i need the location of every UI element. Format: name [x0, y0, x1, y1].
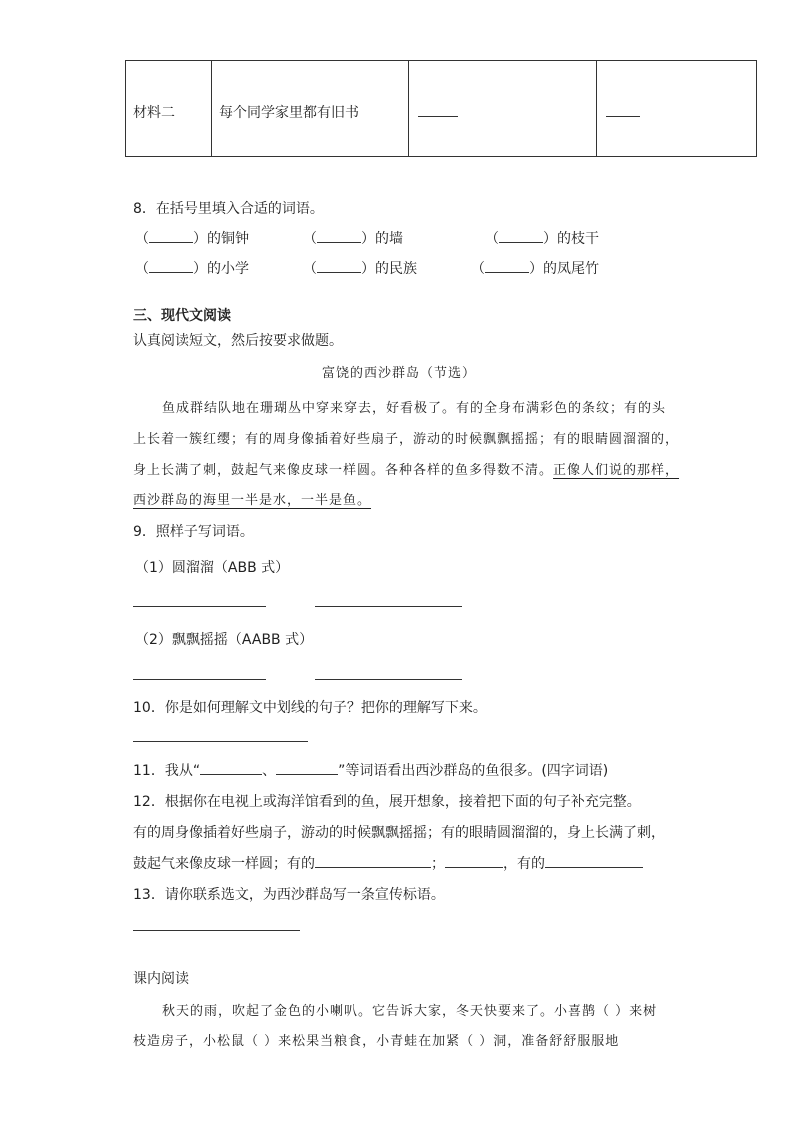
- table-cell-answer-2[interactable]: [597, 61, 758, 156]
- fill-blank[interactable]: [545, 853, 643, 868]
- q13-title: 13．请你联系选文，为西沙群岛写一条宣传标语。: [133, 887, 445, 903]
- q12-line1: 有的周身像插着好些扇子，游动的时候飘飘摇摇；有的眼睛圆溜溜的，身上长满了刺，: [133, 825, 665, 841]
- fill-blank[interactable]: [499, 228, 543, 243]
- fill-blank[interactable]: [317, 258, 361, 273]
- fill-blank[interactable]: [200, 760, 262, 775]
- section-heading: 三、现代文阅读: [133, 308, 231, 324]
- q9-sub1: （1）圆溜溜（ABB 式）: [135, 560, 290, 576]
- answer-line[interactable]: [315, 679, 462, 680]
- underlined-sentence: 正像人们说的那样，: [553, 463, 680, 478]
- answer-line[interactable]: [133, 606, 266, 607]
- passage-line: 鱼成群结队地在珊瑚丛中穿来穿去，好看极了。有的全身布满彩色的条纹；有的头: [162, 401, 667, 416]
- q8-item: （ ）的民族: [303, 258, 417, 278]
- q9-sub2: （2）飘飘摇摇（AABB 式）: [135, 632, 314, 648]
- answer-line[interactable]: [315, 606, 462, 607]
- fill-blank[interactable]: [317, 228, 361, 243]
- passage-title: 富饶的西沙群岛（节选）: [322, 366, 477, 381]
- answer-line[interactable]: [133, 741, 308, 742]
- reading-heading: 课内阅读: [133, 971, 189, 987]
- q8-item: （ ）的小学: [135, 258, 249, 278]
- fill-blank[interactable]: [149, 258, 193, 273]
- answer-blank[interactable]: [418, 116, 458, 117]
- q10-title: 10．你是如何理解文中划线的句子？把你的理解写下来。: [133, 700, 487, 716]
- answer-blank[interactable]: [606, 116, 640, 117]
- q12-title: 12．根据你在电视上或海洋馆看到的鱼，展开想象，接着把下面的句子补充完整。: [133, 794, 641, 810]
- reading-line: 秋天的雨，吹起了金色的小喇叭。它告诉大家，冬天快要来了。小喜鹊（ ）来树: [162, 1004, 658, 1019]
- q8-title: 8．在括号里填入合适的词语。: [133, 201, 324, 217]
- q8-item: （ ）的枝干: [485, 228, 599, 248]
- q8-item: （ ）的凤尾竹: [471, 258, 599, 278]
- q9-title: 9．照样子写词语。: [133, 524, 254, 540]
- q8-item: （ ）的铜钟: [135, 228, 249, 248]
- passage-line-with-underline: 身上长满了刺，鼓起气来像皮球一样圆。各种各样的鱼多得数不清。正像人们说的那样，: [133, 463, 680, 478]
- table-cell-content: [212, 61, 409, 156]
- q12-line2: 鼓起气来像皮球一样圆；有的 ； ，有的: [133, 853, 643, 873]
- table-row-content: 每个同学家里都有旧书: [219, 105, 359, 121]
- material-table: [125, 60, 757, 157]
- q8-item: （ ）的墙: [303, 228, 403, 248]
- fill-blank[interactable]: [149, 228, 193, 243]
- fill-blank[interactable]: [315, 853, 431, 868]
- table-cell-answer-1[interactable]: [409, 61, 597, 156]
- table-cell-label: [126, 61, 212, 156]
- fill-blank[interactable]: [276, 760, 338, 775]
- reading-line: 枝造房子，小松鼠（ ）来松果当粮食，小青蛙在加紧（ ）洞，准备舒舒服服地: [133, 1034, 620, 1049]
- section-instruction: 认真阅读短文，然后按要求做题。: [133, 333, 343, 349]
- fill-blank[interactable]: [445, 853, 503, 868]
- answer-line[interactable]: [133, 679, 266, 680]
- underlined-sentence: 西沙群岛的海里一半是水，一半是鱼。: [133, 493, 372, 508]
- q11-question: 11．我从“ 、 ”等词语看出西沙群岛的鱼很多。(四字词语): [133, 760, 608, 780]
- fill-blank[interactable]: [485, 258, 529, 273]
- table-row-label: 材料二: [133, 105, 175, 121]
- passage-line: 上长着一簇红缨；有的周身像插着好些扇子，游动的时候飘飘摇摇；有的眼睛圆溜溜的，: [133, 432, 680, 447]
- answer-line[interactable]: [133, 930, 300, 931]
